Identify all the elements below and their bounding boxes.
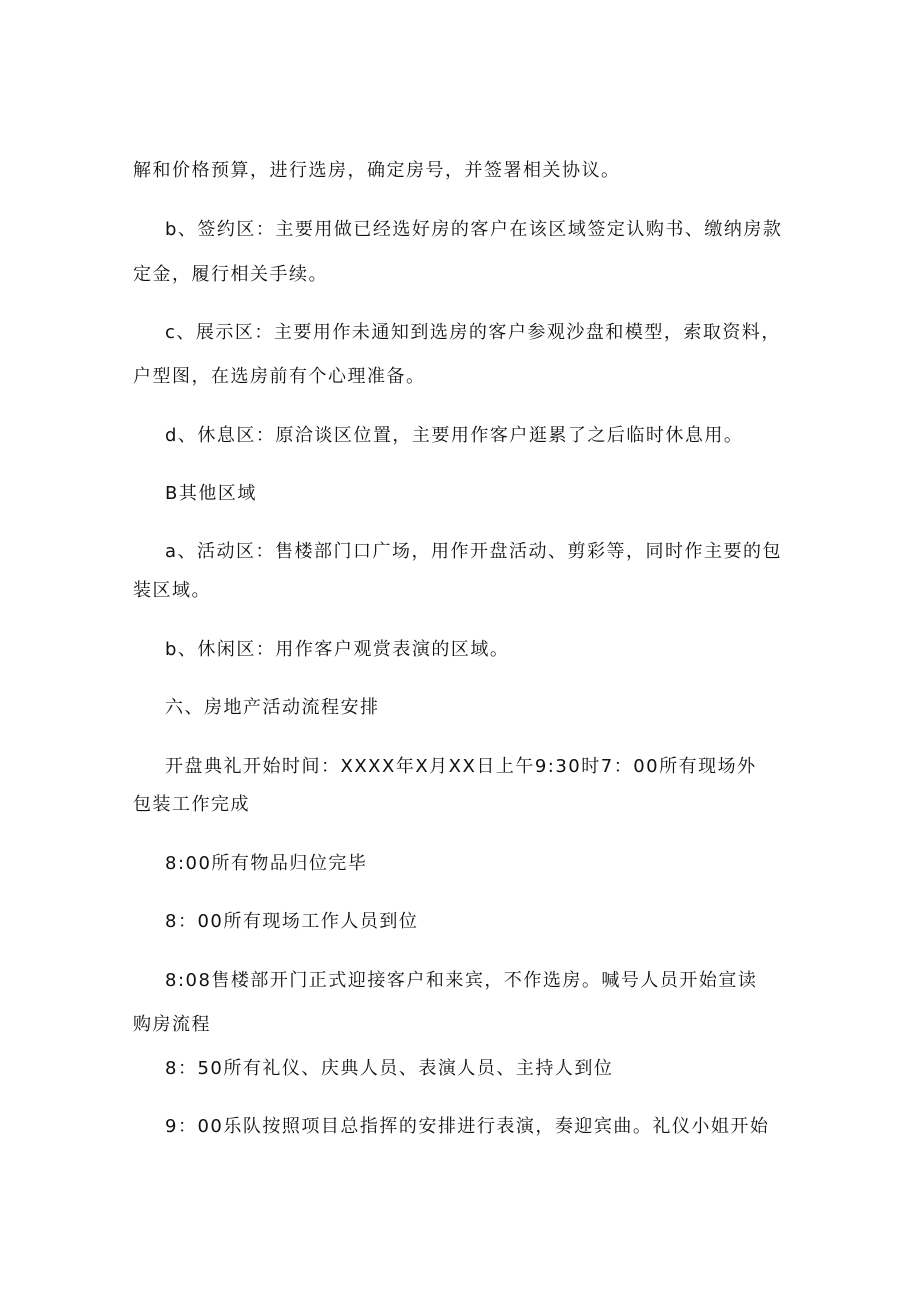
text-line: 9：00乐队按照项目总指挥的安排进行表演，奏迎宾曲。礼仪小姐开始 <box>165 1116 770 1137</box>
text-line: 8：00所有现场工作人员到位 <box>165 911 419 932</box>
section-heading: B其他区域 <box>165 483 257 504</box>
text-line: 购房流程 <box>133 1014 211 1035</box>
text-line: b、休闲区：用作客户观赏表演的区域。 <box>165 639 510 660</box>
text-line: 8：50所有礼仪、庆典人员、表演人员、主持人到位 <box>165 1058 614 1079</box>
text-line: b、签约区：主要用做已经选好房的客户在该区域签定认购书、缴纳房款 <box>165 219 783 240</box>
text-line: 开盘典礼开始时间：XXXX年X月XX日上午9:30时7：00所有现场外 <box>165 756 757 777</box>
text-line: a、活动区：售楼部门口广场，用作开盘活动、剪彩等，同时作主要的包 <box>165 541 783 562</box>
text-line: 装区域。 <box>133 580 211 601</box>
text-line: 户型图，在选房前有个心理准备。 <box>133 366 426 387</box>
text-line: 包装工作完成 <box>133 794 250 815</box>
text-line: d、休息区：原洽谈区位置，主要用作客户逛累了之后临时休息用。 <box>165 425 744 446</box>
text-line: 8:08售楼部开门正式迎接客户和来宾，不作选房。喊号人员开始宣读 <box>165 970 758 991</box>
text-line: c、展示区：主要用作未通知到选房的客户参观沙盘和模型，索取资料， <box>165 322 781 343</box>
section-heading: 六、房地产活动流程安排 <box>165 697 380 718</box>
text-line: 解和价格预算，进行选房，确定房号，并签署相关协议。 <box>133 160 621 181</box>
text-line: 定金，履行相关手续。 <box>133 264 328 285</box>
text-line: 8:00所有物品归位完毕 <box>165 853 368 874</box>
